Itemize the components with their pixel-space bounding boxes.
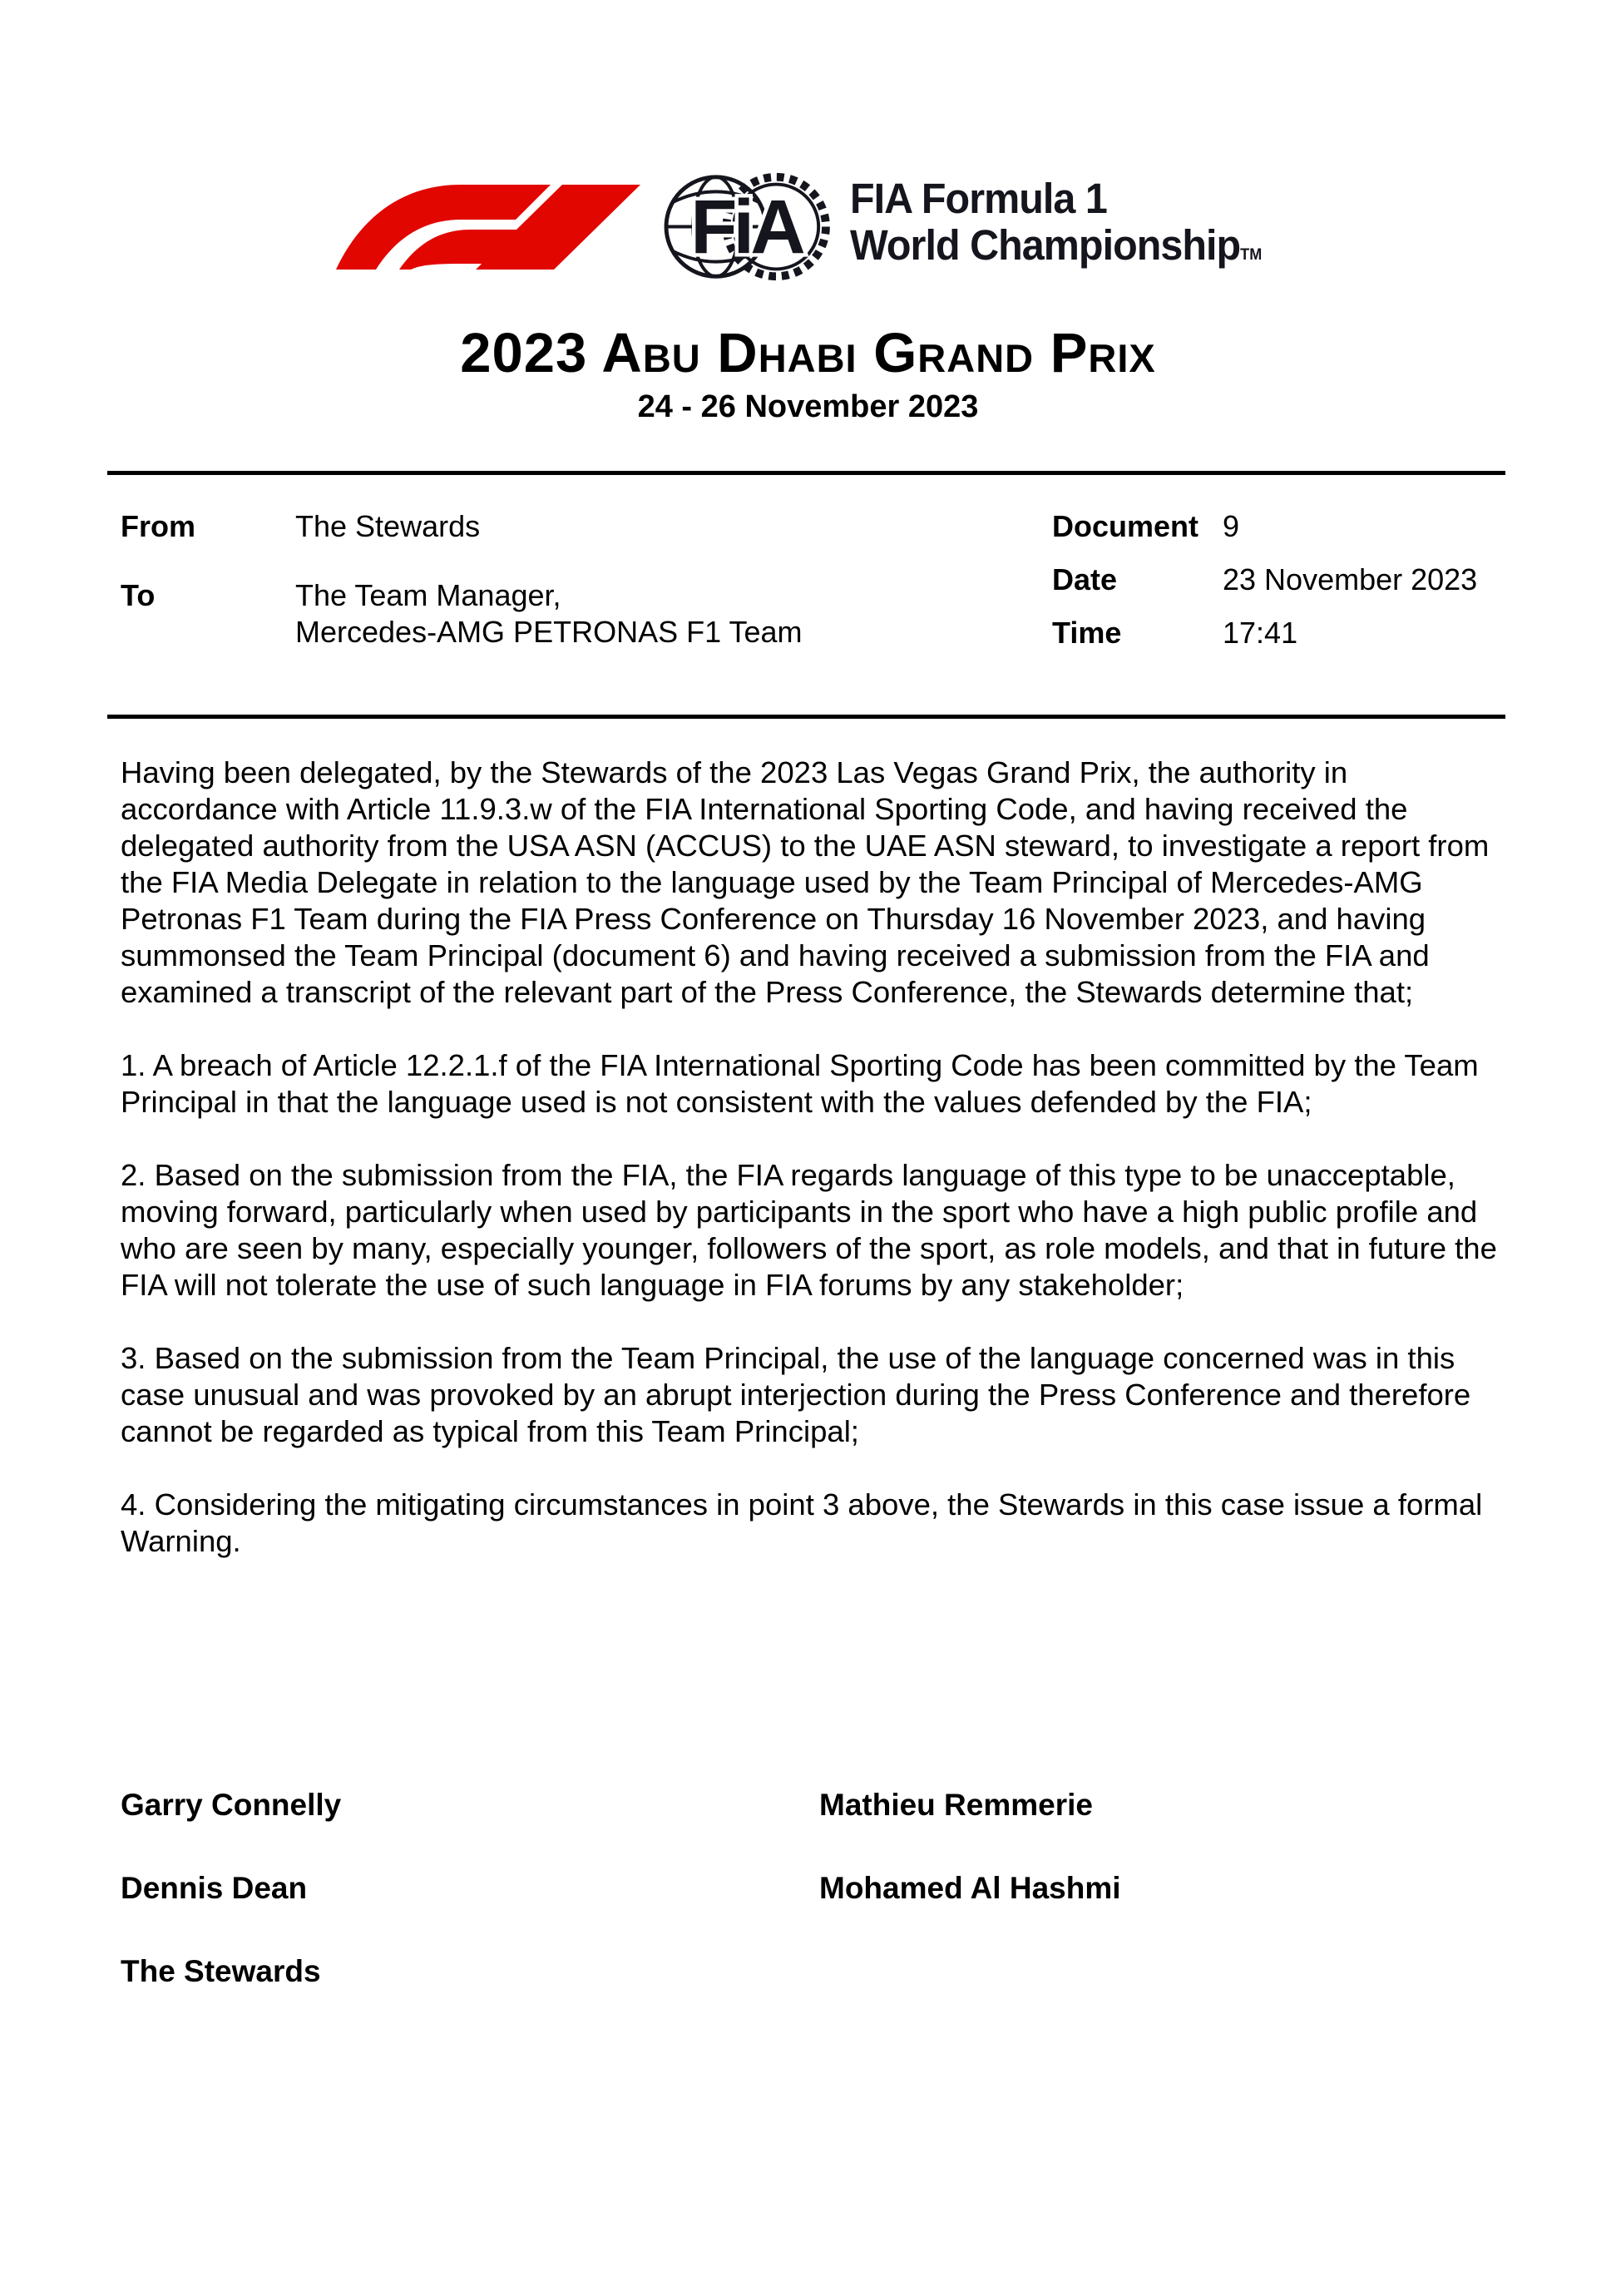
time-value: 17:41 (1223, 616, 1298, 650)
paragraph-point-4: 4. Considering the mitigating circumstances in point 3 above, the Stewards in this case issue a formal Warning. (121, 1487, 1483, 1558)
to-row (121, 577, 1052, 651)
page-title: 2023 Abu Dhabi Grand Prix (460, 322, 1156, 384)
to-label: To (121, 578, 156, 612)
document-number: 9 (1223, 509, 1240, 543)
meta-right-column (1052, 508, 1505, 683)
paragraph-point-3: 3. Based on the submission from the Team Principal, the use of the language concerned was in this case unusual and was provoked by an abrupt interjection during the Press Conference and therefore cannot be regarded as typical from this Team Principal; (121, 1341, 1471, 1448)
signature-title-the-stewards: The Stewards (121, 1954, 321, 1988)
from-label: From (121, 509, 195, 543)
to-value-line2: Mercedes-AMG PETRONAS F1 Team (295, 615, 803, 649)
steward-name-mohamed-al-hashmi: Mohamed Al Hashmi (819, 1871, 1121, 1905)
date-row (1052, 562, 1505, 598)
fia-emblem-icon (655, 168, 837, 286)
fia-logo-line2: World Championship (849, 221, 1241, 269)
time-row (1052, 615, 1505, 651)
fia-logo-line1: FIA Formula 1 (849, 175, 1107, 222)
trademark-symbol: TM (1240, 246, 1263, 264)
date-value: 23 November 2023 (1223, 562, 1478, 596)
signature-row (121, 1953, 1505, 1990)
event-date-range: 24 - 26 November 2023 (637, 389, 979, 424)
paragraph-point-1: 1. A breach of Article 12.2.1.f of the FIA International Sporting Code has been committed by the Team Principal in that the language used is not consistent with the values defended by the FIA; (121, 1048, 1479, 1119)
document-row (1052, 508, 1505, 545)
to-value-line1: The Team Manager, (295, 578, 561, 612)
signature-row (121, 1870, 1505, 1907)
paragraph-intro: Having been delegated, by the Stewards of the 2023 Las Vegas Grand Prix, the authority in accordance with Article 11.9.3.w of the FIA International Sporting Code, and having received the delegated authority from the USA ASN (ACCUS) to the UAE ASN steward, to investigate a report from the FIA Media Delegate in relation to the language used by the Team Principal of Mercedes-AMG Petronas F1 Team during the FIA Press Conference on Thursday 16 November 2023, and having summonsed the Team Principal (document 6) and having received a submission from the FIA and examined a transcript of the relevant part of the Press Conference, the Stewards determine that; (121, 755, 1490, 1009)
time-label: Time (1052, 616, 1122, 650)
signature-block (121, 1787, 1505, 1990)
steward-name-garry-connelly: Garry Connelly (121, 1788, 342, 1822)
to-value (295, 577, 803, 651)
steward-name-mathieu-remmerie: Mathieu Remmerie (819, 1788, 1093, 1822)
paragraph-point-2: 2. Based on the submission from the FIA, the FIA regards language of this type to be unacceptable, moving forward, particularly when used by participants in the sport who have a high public profile and who are seen by many, especially younger, followers of the sport, as role models, and that in future the FIA will not tolerate the use of such language in FIA forums by any stakeholder; (121, 1158, 1497, 1302)
logo-row (0, 168, 1616, 286)
fia-emblem-letters: FiA (690, 183, 802, 270)
from-row (121, 508, 1052, 545)
signature-row (121, 1787, 1505, 1823)
meta-left-column (121, 508, 1052, 683)
f1-logo-icon (333, 183, 642, 271)
fia-logo-wordmark (850, 176, 1262, 279)
decision-body (121, 719, 1505, 1560)
document-label: Document (1052, 509, 1199, 543)
steward-name-dennis-dean: Dennis Dean (121, 1871, 308, 1905)
meta-block (121, 475, 1505, 715)
from-value: The Stewards (295, 509, 481, 543)
date-label: Date (1052, 562, 1118, 596)
